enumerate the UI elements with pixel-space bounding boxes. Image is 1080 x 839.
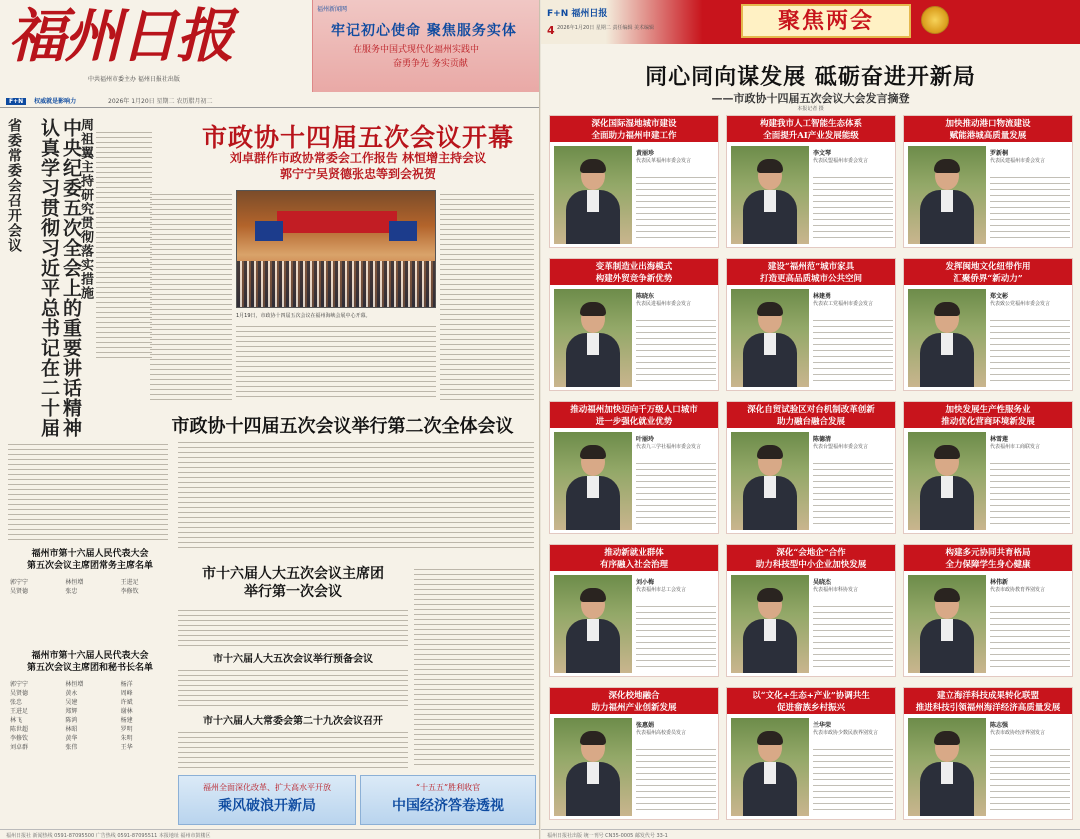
speaker-hair (580, 588, 606, 602)
right-newspaper-page (541, 0, 1080, 839)
speech-card (903, 258, 1073, 391)
speech-card-headline-2: 全力保障学生身心健康 (945, 560, 1031, 570)
speaker-hair (757, 159, 783, 173)
vertical-side-title: 省委常委会召开会议 (6, 118, 22, 253)
name-entry: 张忠 (65, 588, 78, 595)
stage-banner (277, 211, 397, 233)
name-entry: 陈世超 (10, 726, 29, 733)
speech-card-headline-2: 汇聚侨界“新动力” (953, 274, 1023, 284)
speaker-name: 罗新桐 (990, 150, 1009, 157)
masthead-title: 福州日报 (8, 2, 233, 70)
speech-body-text (990, 744, 1070, 814)
speech-card (726, 115, 896, 248)
speaker-photo (731, 289, 809, 387)
article-body-text (178, 606, 408, 646)
speaker-hair (934, 445, 960, 459)
speech-card-headline-1: 构建我市人工智能生态体系 (759, 119, 862, 129)
speaker-role: 代表民进福州市委会发言 (636, 301, 692, 307)
speaker-hair (757, 302, 783, 316)
banner-line3: 奋勇争先 务实贡献 (393, 59, 468, 69)
notice-standing-chairs (10, 548, 170, 572)
speaker-shirt (764, 762, 776, 784)
speech-card (726, 544, 896, 677)
name-entry: 王华 (120, 744, 133, 751)
page-title: 同心同向谋发展 砥砺奋进开新局 (645, 64, 976, 90)
speech-card-headline-2: 赋能港城高质量发展 (949, 131, 1027, 141)
speaker-name: 张惠娟 (636, 722, 655, 729)
speech-body-text (636, 744, 716, 814)
name-entry: 陈鸿 (65, 717, 78, 724)
article-body-text (150, 190, 232, 400)
photo-caption: 1月19日，市政协十四届五次会议在福州海峡会展中心开幕。 (236, 313, 371, 319)
name-entry: 林飞 (10, 717, 23, 724)
speaker-shirt (941, 619, 953, 641)
speaker-hair (934, 731, 960, 745)
speaker-name: 林雪莲 (990, 436, 1009, 443)
speaker-name: 陈德清 (813, 436, 832, 443)
speech-card-headline (727, 259, 895, 285)
speech-body-text (813, 601, 893, 671)
speech-body-text (813, 172, 893, 242)
notice-subtitle: 第五次会议主席团常务主席名单 (26, 561, 153, 571)
speech-card-headline-1: 深化“会地企”合作 (776, 548, 846, 558)
speaker-name: 刘小梅 (636, 579, 655, 586)
speech-card-headline (727, 545, 895, 571)
speaker-photo (554, 146, 632, 244)
speaker-role: 代表九三学社福州市委会发言 (636, 444, 702, 450)
speech-card (726, 258, 896, 391)
speaker-shirt (587, 762, 599, 784)
speech-card (903, 687, 1073, 820)
vertical-main-title: 中央纪委五次全会上的重要讲话精神认真学习贯彻习近平总书记在二十届 (38, 118, 82, 438)
name-entry: 黄华 (65, 735, 78, 742)
speaker-hair (580, 302, 606, 316)
speaker-hair (580, 445, 606, 459)
speaker-name: 林伟新 (990, 579, 1009, 586)
speech-card-headline (727, 688, 895, 714)
speaker-shirt (587, 190, 599, 212)
headline-presidium-meeting (178, 565, 408, 601)
name-entry: 谢林 (120, 708, 133, 715)
speaker-hair (757, 731, 783, 745)
masthead (8, 4, 308, 92)
article-body-text (178, 438, 534, 550)
speaker-name: 叶丽玲 (636, 436, 655, 443)
speaker-name: 陈志强 (990, 722, 1009, 729)
speech-card-headline-1: 推动新就业群体 (604, 548, 664, 558)
speaker-role: 代表农工党福州市委会发言 (813, 301, 874, 307)
speaker-shirt (587, 333, 599, 355)
speech-card-headline-1: 变革制造业出海模式 (595, 262, 673, 272)
name-entry: 许斌 (120, 699, 133, 706)
speaker-role: 代表市政协少数民族界别发言 (813, 730, 879, 736)
banner-logo: 福州新闻网 (317, 6, 348, 13)
speech-card-headline (550, 116, 718, 142)
screen-right (389, 221, 417, 241)
speech-card-headline-1: 深化自贸试验区对台机制改革创新 (747, 405, 875, 415)
speaker-shirt (941, 190, 953, 212)
speaker-hair (757, 445, 783, 459)
speech-card-headline-1: 发挥闽地文化纽带作用 (945, 262, 1031, 272)
vertical-sub-title: 周祖翼主持研究贯彻落实措施 (78, 118, 93, 300)
fn-logo: F+N 福州日报 (547, 9, 608, 19)
speaker-photo (731, 575, 809, 673)
speech-card-headline-1: 推动福州加快迈向千万级人口城市 (570, 405, 698, 415)
speech-card-headline (904, 402, 1072, 428)
speech-card-headline (904, 688, 1072, 714)
name-entry: 李修钦 (10, 735, 29, 742)
speech-card-headline-1: 深化校地融合 (608, 691, 660, 701)
speaker-shirt (941, 333, 953, 355)
speaker-role: 代表福州市总工会发言 (636, 587, 687, 593)
name-entry: 吴贤德 (10, 588, 29, 595)
page-credit: 本报记者 摄 (797, 106, 824, 112)
speaker-name: 黄丽珍 (636, 150, 655, 157)
speech-body-text (813, 315, 893, 385)
speaker-hair (757, 588, 783, 602)
speech-card-headline-2: 助力科技型中小企业加快发展 (755, 560, 867, 570)
name-entry: 林恒增 (65, 681, 84, 688)
article-body-text (440, 190, 534, 400)
speaker-name: 郑文彬 (990, 293, 1009, 300)
page-info: 2026年1月20日 星期二 责任编辑 美术编辑 (557, 25, 655, 31)
speech-card-headline-2: 促进畲族乡村振兴 (776, 703, 845, 713)
page-number: 4 (547, 24, 555, 37)
name-entry: 郭宁宁 (10, 579, 29, 586)
notice-title: 福州市第十六届人民代表大会 (31, 651, 149, 661)
speech-body-text (990, 315, 1070, 385)
headline-presidium-2: 举行第一次会议 (244, 584, 342, 600)
speaker-photo (554, 575, 632, 673)
speech-card-headline-1: 加快发展生产性服务业 (945, 405, 1031, 415)
lead-subheadline (178, 150, 538, 182)
speaker-photo (908, 146, 986, 244)
article-body-text (414, 565, 534, 765)
name-entry: 张伟 (65, 744, 78, 751)
article-body-text (178, 666, 408, 706)
speech-card-headline (904, 545, 1072, 571)
article-body-text (8, 440, 168, 540)
ad-economy (360, 775, 536, 825)
speech-card-headline-2: 助力福州产业创新发展 (591, 703, 677, 713)
speaker-role: 代表民盟福州市委会发言 (813, 158, 869, 164)
speech-body-text (636, 315, 716, 385)
speech-card (549, 258, 719, 391)
page-subtitle: ——市政协十四届五次会议大会发言摘登 (711, 92, 910, 105)
name-entry: 周峰 (120, 690, 133, 697)
speaker-shirt (587, 619, 599, 641)
speaker-shirt (941, 762, 953, 784)
speech-card-headline-2: 助力融台融合发展 (776, 417, 845, 427)
speaker-photo (908, 575, 986, 673)
speaker-role: 代表致公党福州市委会发言 (990, 301, 1051, 307)
speech-body-text (990, 172, 1070, 242)
name-entry: 林恒增 (65, 579, 84, 586)
notice-presidium (10, 650, 170, 674)
ad-reform (178, 775, 356, 825)
left-footer: 福州日报社 新闻热线 0591-87095500 广告热线 0591-87095511 本报地址 福州市鼓楼区 (0, 829, 539, 839)
speaker-name: 林建勇 (813, 293, 832, 300)
speech-card-headline-1: 以“文化+生态+产业”协调共生 (752, 691, 870, 701)
lead-subheadline-2: 郭宁宁吴贤德张忠等到会祝贺 (279, 167, 436, 181)
speaker-photo (908, 718, 986, 816)
speech-card (549, 687, 719, 820)
emblem-icon (921, 6, 949, 34)
speaker-role: 代表台盟福州市委会发言 (813, 444, 869, 450)
speaker-photo (908, 432, 986, 530)
speaker-role: 代表民建福州市委会发言 (990, 158, 1046, 164)
speaker-photo (554, 432, 632, 530)
speaker-photo (731, 718, 809, 816)
speech-body-text (813, 744, 893, 814)
name-entry: 杨建 (120, 717, 133, 724)
headline-preparatory: 市十六届人大五次会议举行预备会议 (213, 654, 373, 665)
speaker-hair (934, 588, 960, 602)
speaker-name: 李文琴 (813, 150, 832, 157)
name-entry: 郑辉 (65, 708, 78, 715)
speaker-photo (908, 289, 986, 387)
speaker-name: 兰华荣 (813, 722, 832, 729)
name-entry: 王进足 (10, 708, 29, 715)
name-entry: 杨洋 (120, 681, 133, 688)
speech-card-headline-1: 构建多元协同共育格局 (945, 548, 1031, 558)
speaker-hair (934, 159, 960, 173)
speech-card-headline (550, 545, 718, 571)
date-bar (0, 92, 540, 108)
speaker-shirt (764, 476, 776, 498)
masthead-sub: 中共福州市委主办 福州日报社出版 (88, 76, 180, 83)
promo-banner (312, 0, 540, 92)
conference-photo (236, 190, 436, 308)
speaker-role: 代表福州高校委员发言 (636, 730, 687, 736)
speech-body-text (636, 172, 716, 242)
speech-card-headline-1: 建设“福州范”城市家具 (767, 262, 855, 272)
speech-card-headline (550, 688, 718, 714)
notice-subtitle: 第五次会议主席团和秘书长名单 (26, 663, 153, 673)
names-list-presidium (10, 680, 170, 752)
speaker-hair (580, 159, 606, 173)
banner-line2: 在服务中国式现代化福州实践中 (353, 45, 480, 55)
speaker-shirt (764, 190, 776, 212)
article-body-text (96, 128, 152, 358)
issue-date: 2026年 1月20日 星期二 农历腊月初二 (108, 98, 213, 105)
speech-card-headline (550, 259, 718, 285)
speech-card (903, 544, 1073, 677)
speaker-name: 陈晓东 (636, 293, 655, 300)
speaker-role: 代表市政协教育界别发言 (990, 587, 1046, 593)
speech-card (726, 401, 896, 534)
speech-card-headline-1: 加快推动港口物流建设 (945, 119, 1031, 129)
speech-card-headline-2: 推动优化营商环境新发展 (941, 417, 1035, 427)
lead-headline: 市政协十四届五次会议开幕 (201, 123, 514, 152)
speaker-role: 代表市政协经济界别发言 (990, 730, 1046, 736)
name-entry: 罗明 (120, 726, 133, 733)
speaker-role: 代表福州市工商联发言 (990, 444, 1041, 450)
names-list-standing (10, 578, 170, 596)
name-entry: 朱明 (120, 735, 133, 742)
headline-second-plenary: 市政协十四届五次会议举行第二次全体会议 (171, 416, 514, 437)
speech-card-headline-1: 深化国际湿地城市建设 (591, 119, 677, 129)
speaker-shirt (587, 476, 599, 498)
section-title: 聚焦两会 (741, 4, 911, 38)
name-entry: 吴建 (65, 699, 78, 706)
speech-body-text (636, 458, 716, 528)
speech-body-text (990, 458, 1070, 528)
speaker-hair (934, 302, 960, 316)
speaker-photo (731, 432, 809, 530)
headline-standing-committee: 市十六届人大常委会第二十九次会议召开 (203, 716, 383, 727)
name-entry: 张忠 (10, 699, 23, 706)
ad-reform-small: 福州全面深化改革、扩大高水平开放 (203, 783, 331, 792)
speech-card-headline-2: 打造更高品质城市公共空间 (759, 274, 862, 284)
article-body-text (178, 728, 408, 768)
name-entry: 吴贤德 (10, 690, 29, 697)
name-entry: 李修钦 (120, 588, 139, 595)
speech-card-headline-1: 建立海洋科技成果转化联盟 (936, 691, 1039, 701)
speaker-shirt (764, 333, 776, 355)
lead-subheadline-1: 刘卓群作市政协常委会工作报告 林恒增主持会议 (229, 151, 487, 165)
speaker-role: 代表福州市科协发言 (813, 587, 859, 593)
speaker-shirt (941, 476, 953, 498)
speech-card-headline-2: 有序融入社会治理 (599, 560, 668, 570)
speech-card-headline (727, 116, 895, 142)
speech-card (903, 115, 1073, 248)
speech-card-headline-2: 全面提升AI产业发展能级 (763, 131, 859, 141)
name-entry: 郭宁宁 (10, 681, 29, 688)
speech-card-headline (904, 116, 1072, 142)
name-entry: 王进足 (120, 579, 139, 586)
speech-card-headline-2: 进一步强化就业优势 (595, 417, 673, 427)
speech-card (549, 401, 719, 534)
banner-line1: 牢记初心使命 聚焦服务实体 (331, 23, 517, 39)
speech-card (549, 544, 719, 677)
speaker-name: 吴晓杰 (813, 579, 832, 586)
name-entry: 林昭 (65, 726, 78, 733)
speech-card (726, 687, 896, 820)
ad-economy-small: “十五五”胜利收官 (415, 783, 481, 792)
notice-title: 福州市第十六届人民代表大会 (31, 549, 149, 559)
speaker-photo (554, 289, 632, 387)
section-header (541, 0, 1080, 44)
speech-card-headline-2: 推进科技引领福州海洋经济高质量发展 (915, 703, 1061, 713)
speaker-role: 代表民革福州市委会发言 (636, 158, 692, 164)
article-body-text (236, 322, 436, 400)
speech-card-headline-2: 全面助力福州申建工作 (591, 131, 677, 141)
speech-card-headline (550, 402, 718, 428)
speech-card-headline-2: 构建外贸竞争新优势 (595, 274, 673, 284)
speech-card-headline (904, 259, 1072, 285)
fn-logo: F+N (6, 98, 26, 105)
headline-presidium-1: 市十六届人大五次会议主席团 (202, 566, 384, 582)
name-entry: 黄永 (65, 690, 78, 697)
speech-body-text (990, 601, 1070, 671)
slogan: 权威就是影响力 (34, 98, 77, 105)
speaker-photo (731, 146, 809, 244)
speech-body-text (813, 458, 893, 528)
audience (237, 261, 435, 307)
ad-economy-big: 中国经济答卷透视 (392, 798, 504, 814)
name-entry: 刘卓群 (10, 744, 29, 751)
speech-body-text (636, 601, 716, 671)
ad-reform-big: 乘风破浪开新局 (218, 798, 316, 814)
speaker-hair (580, 731, 606, 745)
speech-card-headline (727, 402, 895, 428)
speech-card (549, 115, 719, 248)
screen-left (255, 221, 283, 241)
speaker-shirt (764, 619, 776, 641)
speaker-photo (554, 718, 632, 816)
right-footer: 福州日报社出版 统一刊号 CN35-0005 邮发代号 33-1 (541, 829, 1080, 839)
speech-card (903, 401, 1073, 534)
